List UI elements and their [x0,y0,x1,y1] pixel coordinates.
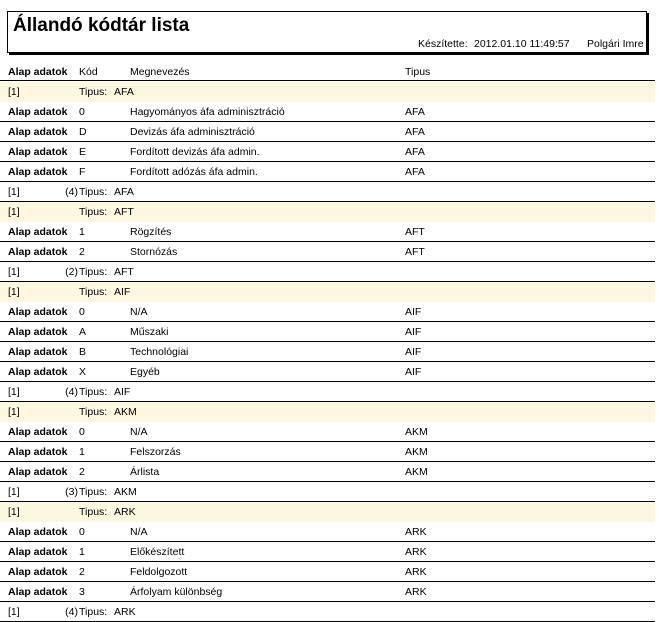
row-name: Árfolyam különbség [130,586,223,598]
row-kod: E [79,146,87,158]
row-type: ARK [405,586,427,598]
table-row [0,342,655,362]
group-footer-count: (4) [65,386,78,398]
row-group-label: Alap adatok [8,546,68,558]
created-by-label: Készítette: [418,38,468,50]
column-header-name: Megnevezés [130,66,190,78]
group-tipus-value: AFA [114,86,134,98]
row-type: ARK [405,526,427,538]
row-type: AFT [405,246,425,258]
row-kod: X [79,366,87,378]
row-group-label: Alap adatok [8,106,68,118]
table-row [0,242,655,262]
table-row [0,542,655,562]
row-kod: A [79,326,87,338]
group-header-row [0,202,655,222]
created-date: 2012.01.10 11:49:57 [474,38,570,50]
group-footer-row [0,382,655,402]
author-name: Polgári Imre [587,38,644,50]
row-name: Fordított adózás áfa admin. [130,166,258,178]
row-kod: 1 [79,546,85,558]
table-row [0,582,655,602]
group-index: [1] [8,86,20,98]
row-type: AIF [405,346,422,358]
column-header-kod: Kód [79,66,98,78]
group-footer-tipus-value: AKM [114,486,137,498]
row-kod: 0 [79,306,85,318]
row-group-label: Alap adatok [8,126,68,138]
row-name: Előkészített [130,546,185,558]
row-type: AFA [405,126,425,138]
group-tipus-label: Tipus: [79,206,108,218]
group-footer-count: (2) [65,266,78,278]
group-index: [1] [8,506,20,518]
group-footer-tipus-label: Tipus: [79,266,108,278]
row-kod: 1 [79,446,85,458]
row-name: Feldolgozott [130,566,188,578]
row-kod: 0 [79,106,85,118]
row-group-label: Alap adatok [8,146,68,158]
group-tipus-label: Tipus: [79,286,108,298]
row-name: Fordított devizás áfa admin. [130,146,260,158]
table-row [0,442,655,462]
table-row [0,102,655,122]
group-footer-row [0,262,655,282]
column-header-group: Alap adatok [8,66,68,78]
group-tipus-label: Tipus: [79,506,108,518]
table-row [0,562,655,582]
row-type: ARK [405,566,427,578]
row-name: N/A [130,526,148,538]
row-name: Hagyományos áfa adminisztráció [130,106,285,118]
group-tipus-value: AFT [114,206,134,218]
column-header-row [0,64,655,81]
group-footer-index: [1] [8,386,20,398]
row-type: AFA [405,106,425,118]
group-header-row [0,282,655,302]
row-group-label: Alap adatok [8,366,68,378]
row-kod: 0 [79,426,85,438]
group-tipus-value: ARK [114,506,136,518]
group-footer-count: (3) [65,486,78,498]
report-header [7,11,647,53]
row-group-label: Alap adatok [8,566,68,578]
table-row [0,522,655,542]
group-tipus-value: AIF [114,286,131,298]
row-name: N/A [130,426,148,438]
row-type: AKM [405,446,428,458]
group-tipus-label: Tipus: [79,406,108,418]
group-footer-tipus-value: AFT [114,266,134,278]
row-type: AKM [405,466,428,478]
row-type: AFA [405,166,425,178]
group-index: [1] [8,286,20,298]
row-name: Technológiai [130,346,189,358]
group-footer-row [0,182,655,202]
group-tipus-label: Tipus: [79,86,108,98]
row-kod: 0 [79,526,85,538]
row-kod: 1 [79,226,85,238]
group-footer-index: [1] [8,186,20,198]
group-footer-row [0,482,655,502]
row-group-label: Alap adatok [8,326,68,338]
group-footer-count: (4) [65,186,78,198]
row-kod: B [79,346,87,358]
group-footer-index: [1] [8,606,20,618]
row-group-label: Alap adatok [8,586,68,598]
row-group-label: Alap adatok [8,346,68,358]
row-type: ARK [405,546,427,558]
row-group-label: Alap adatok [8,526,68,538]
group-footer-tipus-value: AIF [114,386,131,398]
row-type: AFT [405,226,425,238]
group-footer-tipus-label: Tipus: [79,386,108,398]
table-row [0,462,655,482]
group-tipus-value: AKM [114,406,137,418]
table-row [0,162,655,182]
group-footer-index: [1] [8,486,20,498]
group-footer-row [0,602,655,622]
table-row [0,362,655,382]
row-group-label: Alap adatok [8,226,68,238]
row-type: AIF [405,306,422,318]
row-group-label: Alap adatok [8,426,68,438]
table-row [0,302,655,322]
group-index: [1] [8,406,20,418]
row-name: Egyéb [130,366,160,378]
row-kod: 3 [79,586,85,598]
row-group-label: Alap adatok [8,166,68,178]
row-kod: D [79,126,87,138]
group-header-row [0,82,655,102]
row-name: Devizás áfa adminisztráció [130,126,255,138]
row-kod: 2 [79,246,85,258]
table-row [0,322,655,342]
row-type: AIF [405,366,422,378]
group-header-row [0,502,655,522]
row-group-label: Alap adatok [8,446,68,458]
group-footer-tipus-label: Tipus: [79,606,108,618]
row-group-label: Alap adatok [8,466,68,478]
row-name: N/A [130,306,148,318]
row-group-label: Alap adatok [8,306,68,318]
group-footer-tipus-value: AFA [114,186,134,198]
row-kod: 2 [79,566,85,578]
group-header-row [0,402,655,422]
report-body [0,82,655,622]
row-group-label: Alap adatok [8,246,68,258]
report-title: Állandó kódtár lista [13,15,190,36]
row-type: AIF [405,326,422,338]
row-name: Felszorzás [130,446,181,458]
row-name: Stornózás [130,246,178,258]
row-name: Árlista [130,466,160,478]
row-kod: F [79,166,86,178]
row-type: AFA [405,146,425,158]
group-footer-count: (4) [65,606,78,618]
table-row [0,222,655,242]
table-row [0,122,655,142]
row-kod: 2 [79,466,85,478]
table-row [0,142,655,162]
row-name: Műszaki [130,326,169,338]
row-name: Rögzítés [130,226,172,238]
group-footer-tipus-label: Tipus: [79,186,108,198]
group-footer-tipus-label: Tipus: [79,486,108,498]
column-header-type: Tipus [405,66,431,78]
row-type: AKM [405,426,428,438]
group-index: [1] [8,206,20,218]
group-footer-index: [1] [8,266,20,278]
table-row [0,422,655,442]
group-footer-tipus-value: ARK [114,606,136,618]
